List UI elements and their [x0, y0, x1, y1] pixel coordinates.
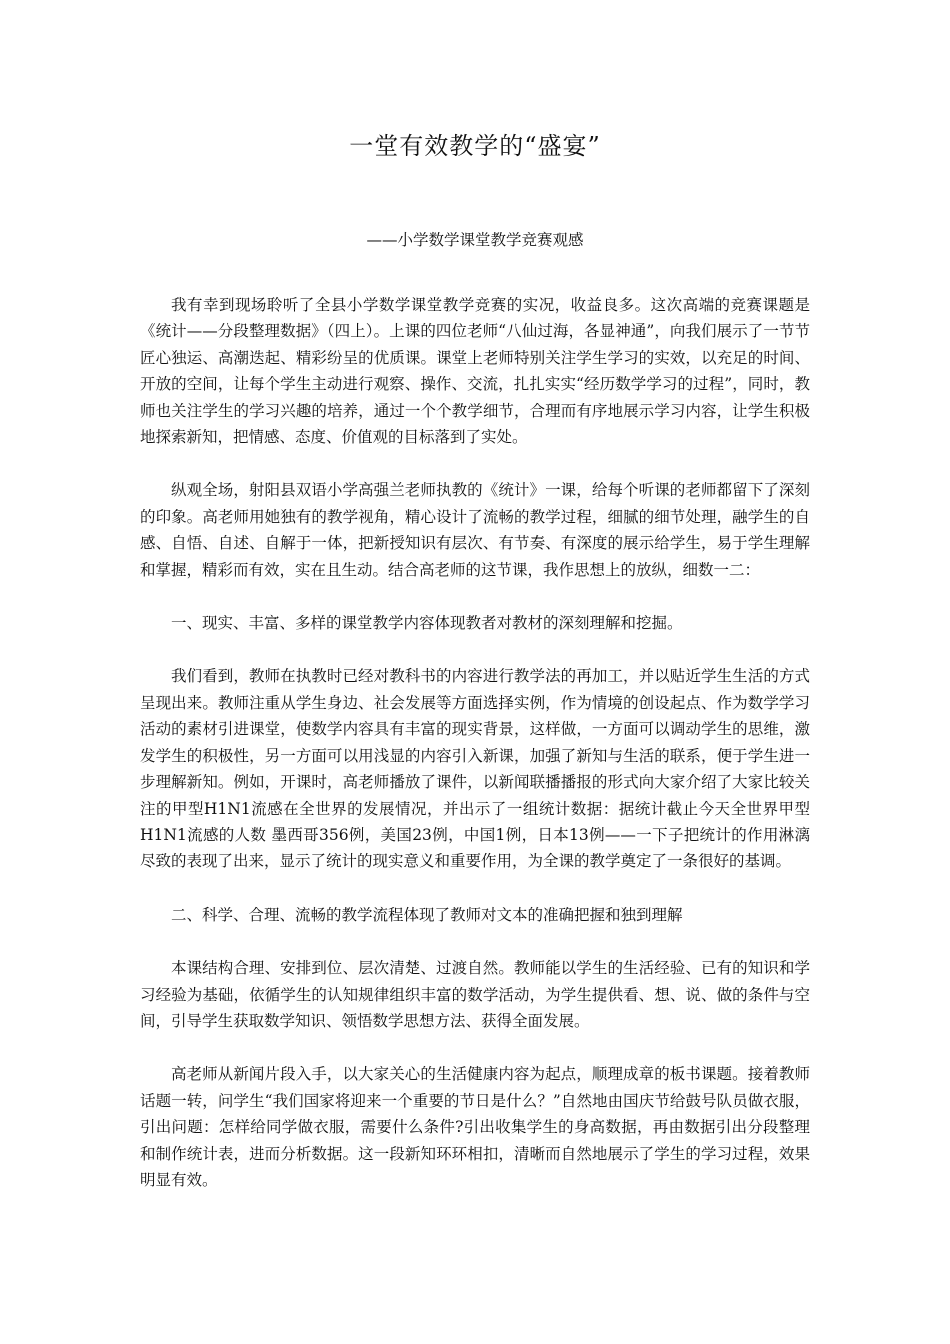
section-heading-2: 二、科学、合理、流畅的教学流程体现了教师对文本的准确把握和独到理解 [171, 905, 683, 924]
paragraph-section-2a: 本课结构合理、安排到位、层次清楚、过渡自然。教师能以学生的生活经验、已有的知识和学习经验为基础，依循学生的认知规律组织丰富的数学活动，为学生提供看、想、说、做的条件与空间，引导学生获取数学知识、领悟数学思想方法、获得全面发展。 [140, 959, 810, 1030]
document-title: 一堂有效教学的“盛宴” [349, 132, 601, 160]
paragraph-section-1: 我们看到，教师在执教时已经对教科书的内容进行教学法的再加工，并以贴近学生生活的方式呈现出来。教师注重从学生身边、社会发展等方面选择实例，作为情境的创设起点、作为数学学习活动的素材引进课堂，使数学内容具有丰富的现实背景，这样做，一方面可以调动学生的思维，激发学生的积极性，另一方面可以用浅显的内容引入新课，加强了新知与生活的联系，便于学生进一步理解新知。例如，开课时，高老师播放了课件，以新闻联播播报的形式向大家介绍了大家比较关注的甲型H1N1流感在全世界的发展情况，并出示了一组统计数据：据统计截止今天全世界甲型H1N1流感的人数 墨西哥356例，美国23例，中国1例，日本13例——一下子把统计的作用淋漓尽致的表现了出来，显示了统计的现实意义和重要作用，为全课的教学奠定了一条很好的基调。 [140, 667, 810, 871]
document-subtitle: ——小学数学课堂教学竞赛观感 [366, 231, 584, 249]
document-body [140, 292, 810, 1193]
section-heading-1: 一、现实、丰富、多样的课堂教学内容体现教者对教材的深刻理解和挖掘。 [171, 614, 683, 633]
paragraph-section-2b: 高老师从新闻片段入手，以大家关心的生活健康内容为起点，顺理成章的板书课题。接着教师话题一转，问学生“我们国家将迎来一个重要的节日是什么？”自然地由国庆节给鼓号队员做衣服，引出问题：怎样给同学做衣服，需要什么条件?引出收集学生的身高数据，再由数据引出分段整理和制作统计表，进而分析数据。这一段新知环环相扣，清晰而自然地展示了学生的学习过程，效果明显有效。 [140, 1065, 810, 1189]
paragraph-intro: 我有幸到现场聆听了全县小学数学课堂教学竞赛的实况，收益良多。这次高端的竞赛课题是《统计——分段整理数据》（四上）。上课的四位老师“八仙过海，各显神通”，向我们展示了一节节匠心独运、高潮迭起、精彩纷呈的优质课。课堂上老师特别关注学生学习的实效，以充足的时间、开放的空间，让每个学生主动进行观察、操作、交流，扎扎实实“经历数学学习的过程”，同时，教师也关注学生的学习兴趣的培养，通过一个个教学细节，合理而有序地展示学习内容，让学生积极地探索新知，把情感、态度、价值观的目标落到了实处。 [140, 296, 810, 447]
paragraph-overview: 纵观全场，射阳县双语小学高强兰老师执教的《统计》一课，给每个听课的老师都留下了深刻的印象。高老师用她独有的教学视角，精心设计了流畅的教学过程，细腻的细节处理，融学生的自感、自悟、自述、自解于一体，把新授知识有层次、有节奏、有深度的展示给学生，易于学生理解和掌握，精彩而有效，实在且生动。结合高老师的这节课，我作思想上的放纵，细数一二： [140, 481, 810, 579]
